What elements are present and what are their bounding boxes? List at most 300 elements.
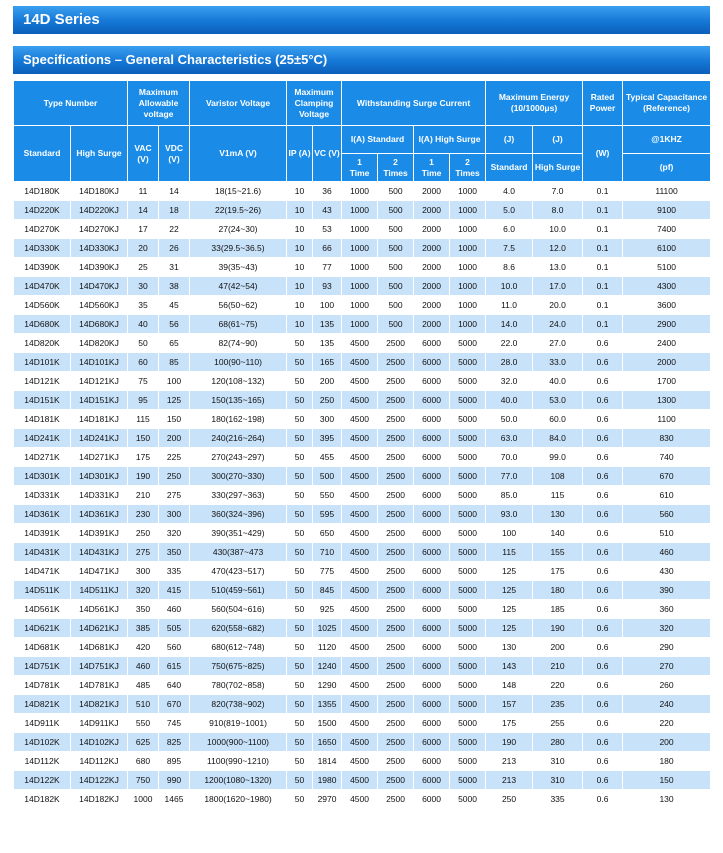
table-cell: 6000 xyxy=(414,505,450,524)
table-cell: 5000 xyxy=(450,562,486,581)
table-cell: 2000 xyxy=(414,201,450,220)
table-cell: 8.6 xyxy=(486,258,533,277)
table-cell: 300(270~330) xyxy=(190,467,287,486)
table-cell: 14D331KJ xyxy=(71,486,128,505)
table-cell: 360(324~396) xyxy=(190,505,287,524)
table-cell: 14D112K xyxy=(14,752,71,771)
table-cell: 200 xyxy=(159,429,190,448)
table-cell: 2000 xyxy=(414,220,450,239)
table-cell: 14D121K xyxy=(14,372,71,391)
table-cell: 610 xyxy=(623,486,711,505)
table-cell: 0.6 xyxy=(583,448,623,467)
table-cell: 33(29.5~36.5) xyxy=(190,239,287,258)
table-cell: 310 xyxy=(533,771,583,790)
table-cell: 1980 xyxy=(313,771,342,790)
table-cell: 50 xyxy=(287,638,313,657)
table-cell: 53 xyxy=(313,220,342,239)
table-cell: 275 xyxy=(159,486,190,505)
table-cell: 14D182K xyxy=(14,790,71,809)
table-cell: 14D680KJ xyxy=(71,315,128,334)
table-cell: 50 xyxy=(287,790,313,809)
table-cell: 11100 xyxy=(623,182,711,201)
table-cell: 2500 xyxy=(378,448,414,467)
table-cell: 5000 xyxy=(450,638,486,657)
table-cell: 2500 xyxy=(378,676,414,695)
header-max-voltage: Maximum Allowable voltage xyxy=(128,81,190,126)
table-cell: 50 xyxy=(287,524,313,543)
table-cell: 14D331K xyxy=(14,486,71,505)
header-i-standard: I(A) Standard xyxy=(342,126,414,154)
table-cell: 6000 xyxy=(414,714,450,733)
table-cell: 130 xyxy=(533,505,583,524)
table-cell: 0.6 xyxy=(583,657,623,676)
table-cell: 14D560KJ xyxy=(71,296,128,315)
table-cell: 710 xyxy=(313,543,342,562)
table-cell: 4500 xyxy=(342,676,378,695)
table-cell: 14D431K xyxy=(14,543,71,562)
table-cell: 750 xyxy=(128,771,159,790)
table-cell: 108 xyxy=(533,467,583,486)
table-cell: 2500 xyxy=(378,638,414,657)
table-cell: 12.0 xyxy=(533,239,583,258)
table-cell: 14 xyxy=(128,201,159,220)
table-cell: 0.1 xyxy=(583,220,623,239)
table-cell: 390 xyxy=(623,581,711,600)
table-cell: 155 xyxy=(533,543,583,562)
table-cell: 20 xyxy=(128,239,159,258)
table-cell: 0.6 xyxy=(583,638,623,657)
table-cell: 0.6 xyxy=(583,486,623,505)
table-cell: 0.6 xyxy=(583,391,623,410)
table-cell: 213 xyxy=(486,752,533,771)
table-cell: 40.0 xyxy=(486,391,533,410)
table-cell: 14D270K xyxy=(14,220,71,239)
table-cell: 14D621K xyxy=(14,619,71,638)
table-cell: 360 xyxy=(623,600,711,619)
header-v1ma: V1mA (V) xyxy=(190,126,287,182)
table-cell: 135 xyxy=(313,315,342,334)
table-cell: 1000 xyxy=(450,277,486,296)
table-cell: 7.0 xyxy=(533,182,583,201)
table-cell: 14D271K xyxy=(14,448,71,467)
table-cell: 93 xyxy=(313,277,342,296)
table-cell: 845 xyxy=(313,581,342,600)
table-cell: 500 xyxy=(378,277,414,296)
table-cell: 0.6 xyxy=(583,714,623,733)
table-cell: 10 xyxy=(287,258,313,277)
table-cell: 10 xyxy=(287,182,313,201)
table-cell: 500 xyxy=(378,296,414,315)
table-cell: 18 xyxy=(159,201,190,220)
table-cell: 1500 xyxy=(313,714,342,733)
table-cell: 24.0 xyxy=(533,315,583,334)
table-cell: 100(90~110) xyxy=(190,353,287,372)
table-cell: 4500 xyxy=(342,505,378,524)
table-cell: 250 xyxy=(128,524,159,543)
table-cell: 240 xyxy=(623,695,711,714)
table-cell: 1000 xyxy=(450,315,486,334)
table-cell: 6000 xyxy=(414,638,450,657)
table-cell: 3600 xyxy=(623,296,711,315)
table-cell: 32.0 xyxy=(486,372,533,391)
table-cell: 14D751K xyxy=(14,657,71,676)
table-cell: 1200(1080~1320) xyxy=(190,771,287,790)
table-cell: 1000 xyxy=(342,201,378,220)
table-cell: 14D271KJ xyxy=(71,448,128,467)
table-cell: 4500 xyxy=(342,657,378,676)
table-cell: 6.0 xyxy=(486,220,533,239)
table-cell: 50 xyxy=(287,733,313,752)
table-cell: 120(108~132) xyxy=(190,372,287,391)
table-row xyxy=(14,600,711,619)
table-row xyxy=(14,790,711,809)
table-row xyxy=(14,752,711,771)
table-cell: 615 xyxy=(159,657,190,676)
table-cell: 320 xyxy=(159,524,190,543)
table-cell: 2970 xyxy=(313,790,342,809)
table-row xyxy=(14,296,711,315)
table-cell: 50 xyxy=(287,562,313,581)
table-cell: 500 xyxy=(378,220,414,239)
table-cell: 500 xyxy=(378,182,414,201)
table-cell: 14D821KJ xyxy=(71,695,128,714)
table-cell: 0.6 xyxy=(583,771,623,790)
series-title: 14D Series xyxy=(23,11,100,28)
table-cell: 10 xyxy=(287,239,313,258)
table-cell: 335 xyxy=(533,790,583,809)
table-cell: 140 xyxy=(533,524,583,543)
table-cell: 640 xyxy=(159,676,190,695)
table-cell: 125 xyxy=(486,619,533,638)
table-cell: 6000 xyxy=(414,467,450,486)
table-cell: 0.1 xyxy=(583,182,623,201)
table-cell: 0.6 xyxy=(583,524,623,543)
table-cell: 500 xyxy=(378,239,414,258)
table-row xyxy=(14,277,711,296)
table-cell: 14D182KJ xyxy=(71,790,128,809)
table-cell: 10.0 xyxy=(533,220,583,239)
table-cell: 14D220KJ xyxy=(71,201,128,220)
table-cell: 200 xyxy=(533,638,583,657)
table-cell: 0.6 xyxy=(583,733,623,752)
header-capacitance: Typical Capacitance (Reference) xyxy=(623,81,711,126)
header-max-clamping: Maximum Clamping Voltage xyxy=(287,81,342,126)
table-row xyxy=(14,714,711,733)
table-cell: 0.6 xyxy=(583,353,623,372)
table-cell: 84.0 xyxy=(533,429,583,448)
table-cell: 1000 xyxy=(342,239,378,258)
table-cell: 14D681KJ xyxy=(71,638,128,657)
table-cell: 4500 xyxy=(342,524,378,543)
table-row xyxy=(14,676,711,695)
table-cell: 460 xyxy=(159,600,190,619)
table-cell: 50 xyxy=(287,619,313,638)
table-cell: 2000 xyxy=(414,315,450,334)
table-cell: 925 xyxy=(313,600,342,619)
table-cell: 0.6 xyxy=(583,581,623,600)
table-cell: 185 xyxy=(533,600,583,619)
table-cell: 14 xyxy=(159,182,190,201)
table-cell: 780(702~858) xyxy=(190,676,287,695)
table-cell: 1700 xyxy=(623,372,711,391)
table-cell: 0.6 xyxy=(583,676,623,695)
table-cell: 6000 xyxy=(414,486,450,505)
table-cell: 250 xyxy=(159,467,190,486)
table-cell: 8.0 xyxy=(533,201,583,220)
table-cell: 175 xyxy=(128,448,159,467)
table-cell: 460 xyxy=(128,657,159,676)
table-cell: 275 xyxy=(128,543,159,562)
table-row xyxy=(14,448,711,467)
table-cell: 4500 xyxy=(342,448,378,467)
table-cell: 14D390K xyxy=(14,258,71,277)
table-cell: 33.0 xyxy=(533,353,583,372)
table-cell: 157 xyxy=(486,695,533,714)
table-cell: 14D911KJ xyxy=(71,714,128,733)
table-cell: 2500 xyxy=(378,714,414,733)
header-type-number: Type Number xyxy=(14,81,128,126)
table-cell: 0.6 xyxy=(583,410,623,429)
table-cell: 620(558~682) xyxy=(190,619,287,638)
table-cell: 14D112KJ xyxy=(71,752,128,771)
table-cell: 5100 xyxy=(623,258,711,277)
table-cell: 10 xyxy=(287,277,313,296)
table-cell: 0.6 xyxy=(583,600,623,619)
table-cell: 14.0 xyxy=(486,315,533,334)
table-cell: 50 xyxy=(287,657,313,676)
table-cell: 11 xyxy=(128,182,159,201)
table-cell: 115 xyxy=(486,543,533,562)
table-cell: 7400 xyxy=(623,220,711,239)
table-cell: 22(19.5~26) xyxy=(190,201,287,220)
header-w: (W) xyxy=(583,126,623,182)
table-cell: 2500 xyxy=(378,524,414,543)
spec-table xyxy=(13,80,711,809)
table-cell: 14D781KJ xyxy=(71,676,128,695)
table-cell: 200 xyxy=(623,733,711,752)
table-cell: 500 xyxy=(378,315,414,334)
table-cell: 125 xyxy=(486,600,533,619)
table-cell: 77 xyxy=(313,258,342,277)
table-cell: 50 xyxy=(287,752,313,771)
header-j-high: High Surge xyxy=(533,154,583,182)
table-row xyxy=(14,467,711,486)
table-cell: 14D181KJ xyxy=(71,410,128,429)
table-cell: 775 xyxy=(313,562,342,581)
table-cell: 5000 xyxy=(450,524,486,543)
table-cell: 14D680K xyxy=(14,315,71,334)
table-cell: 50 xyxy=(287,600,313,619)
table-cell: 335 xyxy=(159,562,190,581)
table-cell: 2500 xyxy=(378,752,414,771)
table-cell: 68(61~75) xyxy=(190,315,287,334)
table-cell: 895 xyxy=(159,752,190,771)
table-cell: 0.6 xyxy=(583,334,623,353)
table-cell: 1000 xyxy=(450,296,486,315)
table-row xyxy=(14,733,711,752)
table-cell: 28.0 xyxy=(486,353,533,372)
table-cell: 5000 xyxy=(450,391,486,410)
table-cell: 82(74~90) xyxy=(190,334,287,353)
table-cell: 6000 xyxy=(414,353,450,372)
table-cell: 210 xyxy=(128,486,159,505)
table-cell: 6000 xyxy=(414,619,450,638)
table-cell: 27(24~30) xyxy=(190,220,287,239)
table-cell: 2000 xyxy=(414,296,450,315)
table-cell: 5000 xyxy=(450,505,486,524)
table-cell: 45 xyxy=(159,296,190,315)
table-cell: 6000 xyxy=(414,771,450,790)
table-cell: 240(216~264) xyxy=(190,429,287,448)
table-cell: 1000 xyxy=(342,315,378,334)
table-cell: 14D301K xyxy=(14,467,71,486)
table-cell: 910(819~1001) xyxy=(190,714,287,733)
table-cell: 175 xyxy=(486,714,533,733)
table-cell: 310 xyxy=(533,752,583,771)
table-cell: 35 xyxy=(128,296,159,315)
table-cell: 220 xyxy=(623,714,711,733)
header-max-energy: Maximum Energy (10/1000μs) xyxy=(486,81,583,126)
table-cell: 470(423~517) xyxy=(190,562,287,581)
table-cell: 4.0 xyxy=(486,182,533,201)
table-cell: 100 xyxy=(486,524,533,543)
table-cell: 50 xyxy=(287,543,313,562)
table-cell: 14D820KJ xyxy=(71,334,128,353)
table-cell: 6000 xyxy=(414,752,450,771)
table-cell: 175 xyxy=(533,562,583,581)
table-cell: 14D122K xyxy=(14,771,71,790)
header-j-standard: Standard xyxy=(486,154,533,182)
table-cell: 125 xyxy=(486,562,533,581)
table-cell: 1000 xyxy=(342,277,378,296)
table-row xyxy=(14,220,711,239)
table-cell: 150 xyxy=(159,410,190,429)
table-cell: 14D361KJ xyxy=(71,505,128,524)
table-cell: 1465 xyxy=(159,790,190,809)
table-cell: 14D560K xyxy=(14,296,71,315)
header-high-surge: High Surge xyxy=(71,126,128,182)
table-cell: 4500 xyxy=(342,410,378,429)
table-cell: 93.0 xyxy=(486,505,533,524)
table-cell: 0.6 xyxy=(583,505,623,524)
table-cell: 2000 xyxy=(414,258,450,277)
header-hs-2-times: 2 Times xyxy=(450,154,486,182)
table-cell: 1120 xyxy=(313,638,342,657)
table-cell: 1000(900~1100) xyxy=(190,733,287,752)
table-cell: 350 xyxy=(128,600,159,619)
table-cell: 6000 xyxy=(414,600,450,619)
table-cell: 6000 xyxy=(414,334,450,353)
table-cell: 14D220K xyxy=(14,201,71,220)
table-row xyxy=(14,410,711,429)
table-cell: 415 xyxy=(159,581,190,600)
header-rated-power: Rated Power xyxy=(583,81,623,126)
table-cell: 14D511KJ xyxy=(71,581,128,600)
table-cell: 14D151KJ xyxy=(71,391,128,410)
table-cell: 148 xyxy=(486,676,533,695)
table-cell: 4500 xyxy=(342,600,378,619)
table-cell: 60.0 xyxy=(533,410,583,429)
table-cell: 50 xyxy=(287,714,313,733)
table-cell: 2500 xyxy=(378,467,414,486)
table-cell: 14D180KJ xyxy=(71,182,128,201)
table-cell: 595 xyxy=(313,505,342,524)
table-cell: 4500 xyxy=(342,771,378,790)
table-cell: 50 xyxy=(287,448,313,467)
header-varistor-voltage: Varistor Voltage xyxy=(190,81,287,126)
table-cell: 5.0 xyxy=(486,201,533,220)
table-cell: 0.6 xyxy=(583,562,623,581)
table-cell: 14D431KJ xyxy=(71,543,128,562)
header-vdc: VDC (V) xyxy=(159,126,190,182)
table-cell: 6000 xyxy=(414,657,450,676)
table-cell: 1240 xyxy=(313,657,342,676)
table-cell: 6000 xyxy=(414,448,450,467)
table-cell: 50 xyxy=(287,334,313,353)
table-cell: 460 xyxy=(623,543,711,562)
table-cell: 320 xyxy=(128,581,159,600)
table-cell: 14D621KJ xyxy=(71,619,128,638)
table-cell: 4500 xyxy=(342,562,378,581)
table-cell: 5000 xyxy=(450,410,486,429)
table-cell: 75 xyxy=(128,372,159,391)
table-cell: 0.1 xyxy=(583,201,623,220)
table-cell: 255 xyxy=(533,714,583,733)
table-cell: 50 xyxy=(287,505,313,524)
table-cell: 650 xyxy=(313,524,342,543)
table-cell: 2500 xyxy=(378,695,414,714)
table-cell: 14D102K xyxy=(14,733,71,752)
table-cell: 14D511K xyxy=(14,581,71,600)
table-cell: 0.1 xyxy=(583,258,623,277)
table-row xyxy=(14,695,711,714)
table-cell: 455 xyxy=(313,448,342,467)
table-cell: 4500 xyxy=(342,790,378,809)
header-j-2: (J) xyxy=(533,126,583,154)
table-cell: 100 xyxy=(159,372,190,391)
header-j-1: (J) xyxy=(486,126,533,154)
table-cell: 14D470K xyxy=(14,277,71,296)
table-cell: 2500 xyxy=(378,353,414,372)
table-row xyxy=(14,486,711,505)
table-cell: 36 xyxy=(313,182,342,201)
table-cell: 115 xyxy=(533,486,583,505)
table-cell: 300 xyxy=(159,505,190,524)
table-cell: 10 xyxy=(287,296,313,315)
table-cell: 2500 xyxy=(378,733,414,752)
table-cell: 9100 xyxy=(623,201,711,220)
table-cell: 5000 xyxy=(450,657,486,676)
table-cell: 2000 xyxy=(414,239,450,258)
table-cell: 290 xyxy=(623,638,711,657)
table-cell: 5000 xyxy=(450,619,486,638)
table-cell: 4500 xyxy=(342,372,378,391)
spec-title: Specifications – General Characteristics (25±5°C) xyxy=(23,52,328,67)
table-row xyxy=(14,771,711,790)
table-cell: 6000 xyxy=(414,581,450,600)
table-row xyxy=(14,201,711,220)
table-cell: 5000 xyxy=(450,714,486,733)
table-row xyxy=(14,372,711,391)
table-cell: 50 xyxy=(287,353,313,372)
table-cell: 5000 xyxy=(450,353,486,372)
table-cell: 4500 xyxy=(342,543,378,562)
header-i-high: I(A) High Surge xyxy=(414,126,486,154)
table-cell: 485 xyxy=(128,676,159,695)
table-cell: 14D561KJ xyxy=(71,600,128,619)
table-cell: 2500 xyxy=(378,562,414,581)
table-row xyxy=(14,505,711,524)
